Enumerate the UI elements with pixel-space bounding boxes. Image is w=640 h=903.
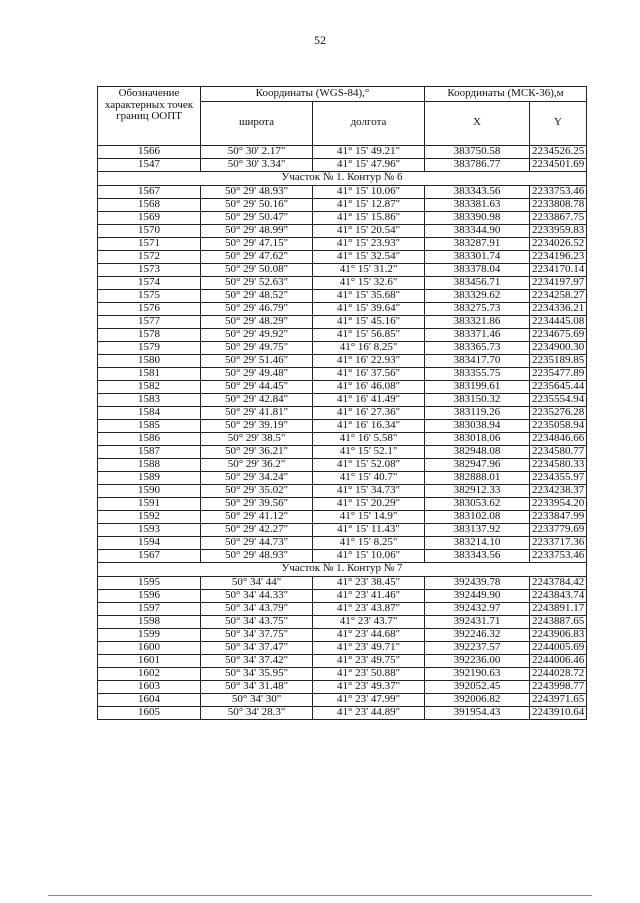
cell-y: 2235477.89 xyxy=(530,367,587,380)
cell-x: 391954.43 xyxy=(425,706,530,719)
cell-y: 2234196.23 xyxy=(530,250,587,263)
cell-longitude: 41° 15' 35.68" xyxy=(313,289,425,302)
table-row xyxy=(98,549,587,562)
cell-y: 2243843.74 xyxy=(530,589,587,602)
cell-longitude: 41° 23' 41.46" xyxy=(313,589,425,602)
cell-longitude: 41° 15' 45.16" xyxy=(313,315,425,328)
table-row xyxy=(98,263,587,276)
cell-latitude: 50° 34' 30" xyxy=(201,693,313,706)
page-number: 52 xyxy=(314,33,326,47)
cell-x: 383390.98 xyxy=(425,211,530,224)
cell-longitude: 41° 15' 10.06" xyxy=(313,549,425,562)
table-row xyxy=(98,302,587,315)
cell-point-id: 1584 xyxy=(98,406,201,419)
cell-point-id: 1605 xyxy=(98,706,201,719)
cell-point-id: 1586 xyxy=(98,432,201,445)
cell-x: 383329.62 xyxy=(425,289,530,302)
cell-latitude: 50° 29' 35.02" xyxy=(201,484,313,497)
cell-y: 2243887.65 xyxy=(530,615,587,628)
cell-x: 383456.71 xyxy=(425,276,530,289)
cell-point-id: 1575 xyxy=(98,289,201,302)
cell-latitude: 50° 29' 48.93" xyxy=(201,185,313,198)
cell-latitude: 50° 29' 36.2" xyxy=(201,458,313,471)
cell-y: 2243910.64 xyxy=(530,706,587,719)
cell-latitude: 50° 29' 47.62" xyxy=(201,250,313,263)
cell-point-id: 1587 xyxy=(98,445,201,458)
cell-longitude: 41° 16' 46.08" xyxy=(313,380,425,393)
cell-y: 2233847.99 xyxy=(530,510,587,523)
cell-latitude: 50° 30' 2.17" xyxy=(201,145,313,158)
section-title: Участок № 1. Контур № 7 xyxy=(98,562,587,576)
table-header xyxy=(98,87,587,146)
cell-y: 2244028.72 xyxy=(530,667,587,680)
cell-point-id: 1585 xyxy=(98,419,201,432)
cell-y: 2235058.94 xyxy=(530,419,587,432)
cell-y: 2234445.08 xyxy=(530,315,587,328)
cell-longitude: 41° 15' 56.85" xyxy=(313,328,425,341)
cell-x: 383214.10 xyxy=(425,536,530,549)
cell-x: 382947.96 xyxy=(425,458,530,471)
table-row xyxy=(98,693,587,706)
cell-point-id: 1590 xyxy=(98,484,201,497)
table-row xyxy=(98,654,587,667)
cell-latitude: 50° 34' 43.79" xyxy=(201,602,313,615)
table-row xyxy=(98,354,587,367)
cell-x: 383355.75 xyxy=(425,367,530,380)
cell-point-id: 1591 xyxy=(98,497,201,510)
cell-longitude: 41° 15' 47.96" xyxy=(313,158,425,171)
cell-y: 2233867.75 xyxy=(530,211,587,224)
cell-longitude: 41° 15' 52.08" xyxy=(313,458,425,471)
cell-x: 392052.45 xyxy=(425,680,530,693)
cell-point-id: 1567 xyxy=(98,185,201,198)
table-row xyxy=(98,211,587,224)
cell-latitude: 50° 29' 50.08" xyxy=(201,263,313,276)
cell-latitude: 50° 29' 48.29" xyxy=(201,315,313,328)
cell-x: 383343.56 xyxy=(425,549,530,562)
cell-point-id: 1573 xyxy=(98,263,201,276)
cell-y: 2234336.21 xyxy=(530,302,587,315)
cell-latitude: 50° 29' 44.73" xyxy=(201,536,313,549)
cell-point-id: 1604 xyxy=(98,693,201,706)
cell-x: 383371.46 xyxy=(425,328,530,341)
table-row xyxy=(98,419,587,432)
cell-latitude: 50° 34' 43.75" xyxy=(201,615,313,628)
cell-longitude: 41° 23' 43.87" xyxy=(313,602,425,615)
cell-longitude: 41° 23' 44.68" xyxy=(313,628,425,641)
table-row xyxy=(98,432,587,445)
cell-point-id: 1570 xyxy=(98,224,201,237)
cell-latitude: 50° 29' 49.92" xyxy=(201,328,313,341)
cell-x: 392449.90 xyxy=(425,589,530,602)
table-row xyxy=(98,380,587,393)
cell-y: 2233954.20 xyxy=(530,497,587,510)
cell-point-id: 1599 xyxy=(98,628,201,641)
cell-y: 2234501.69 xyxy=(530,158,587,171)
cell-longitude: 41° 23' 50.88" xyxy=(313,667,425,680)
cell-x: 392236.00 xyxy=(425,654,530,667)
header-wgs84: Координаты (WGS-84),° xyxy=(201,87,425,102)
cell-y: 2234526.25 xyxy=(530,145,587,158)
table-row xyxy=(98,602,587,615)
cell-latitude: 50° 29' 36.21" xyxy=(201,445,313,458)
table-row xyxy=(98,615,587,628)
cell-y: 2234846.66 xyxy=(530,432,587,445)
cell-longitude: 41° 15' 14.9" xyxy=(313,510,425,523)
cell-y: 2244005.69 xyxy=(530,641,587,654)
cell-longitude: 41° 15' 11.43" xyxy=(313,523,425,536)
section-row xyxy=(98,562,587,576)
cell-latitude: 50° 29' 47.15" xyxy=(201,237,313,250)
cell-y: 2234238.37 xyxy=(530,484,587,497)
cell-point-id: 1597 xyxy=(98,602,201,615)
cell-x: 383119.26 xyxy=(425,406,530,419)
cell-latitude: 50° 30' 3.34" xyxy=(201,158,313,171)
table-row xyxy=(98,224,587,237)
header-x: X xyxy=(425,101,530,145)
cell-point-id: 1578 xyxy=(98,328,201,341)
cell-y: 2233753.46 xyxy=(530,549,587,562)
cell-x: 383365.73 xyxy=(425,341,530,354)
cell-y: 2233808.78 xyxy=(530,198,587,211)
cell-point-id: 1596 xyxy=(98,589,201,602)
cell-y: 2234355.97 xyxy=(530,471,587,484)
cell-latitude: 50° 29' 41.81" xyxy=(201,406,313,419)
cell-y: 2243906.83 xyxy=(530,628,587,641)
cell-longitude: 41° 15' 31.2" xyxy=(313,263,425,276)
cell-longitude: 41° 15' 23.93" xyxy=(313,237,425,250)
table-row xyxy=(98,341,587,354)
table-row xyxy=(98,576,587,589)
cell-longitude: 41° 23' 43.7" xyxy=(313,615,425,628)
cell-y: 2244006.46 xyxy=(530,654,587,667)
cell-point-id: 1580 xyxy=(98,354,201,367)
cell-latitude: 50° 29' 49.48" xyxy=(201,367,313,380)
coordinates-table xyxy=(97,86,587,720)
table-row xyxy=(98,589,587,602)
cell-x: 383287.91 xyxy=(425,237,530,250)
cell-x: 392432.97 xyxy=(425,602,530,615)
cell-y: 2234580.33 xyxy=(530,458,587,471)
cell-longitude: 41° 23' 47.99" xyxy=(313,693,425,706)
header-latitude: широта xyxy=(201,101,313,145)
cell-point-id: 1571 xyxy=(98,237,201,250)
cell-x: 382948.08 xyxy=(425,445,530,458)
cell-latitude: 50° 34' 31.48" xyxy=(201,680,313,693)
cell-point-id: 1582 xyxy=(98,380,201,393)
cell-x: 383150.32 xyxy=(425,393,530,406)
table-row xyxy=(98,706,587,719)
table-row xyxy=(98,276,587,289)
table-row xyxy=(98,198,587,211)
cell-y: 2243998.77 xyxy=(530,680,587,693)
cell-point-id: 1547 xyxy=(98,158,201,171)
cell-y: 2234258.27 xyxy=(530,289,587,302)
cell-x: 383343.56 xyxy=(425,185,530,198)
cell-point-id: 1594 xyxy=(98,536,201,549)
cell-latitude: 50° 34' 35.95" xyxy=(201,667,313,680)
table-row xyxy=(98,628,587,641)
cell-longitude: 41° 15' 40.7" xyxy=(313,471,425,484)
cell-longitude: 41° 23' 49.71" xyxy=(313,641,425,654)
cell-longitude: 41° 15' 32.54" xyxy=(313,250,425,263)
cell-x: 383344.90 xyxy=(425,224,530,237)
cell-x: 382912.33 xyxy=(425,484,530,497)
cell-latitude: 50° 29' 48.93" xyxy=(201,549,313,562)
cell-point-id: 1589 xyxy=(98,471,201,484)
cell-x: 383102.08 xyxy=(425,510,530,523)
cell-y: 2233753.46 xyxy=(530,185,587,198)
cell-point-id: 1576 xyxy=(98,302,201,315)
cell-x: 383750.58 xyxy=(425,145,530,158)
cell-longitude: 41° 23' 44.89" xyxy=(313,706,425,719)
cell-point-id: 1577 xyxy=(98,315,201,328)
cell-y: 2243971.65 xyxy=(530,693,587,706)
cell-point-id: 1572 xyxy=(98,250,201,263)
table-row xyxy=(98,458,587,471)
cell-x: 383378.04 xyxy=(425,263,530,276)
table-row xyxy=(98,185,587,198)
table-row xyxy=(98,250,587,263)
cell-latitude: 50° 29' 44.45" xyxy=(201,380,313,393)
cell-y: 2234900.30 xyxy=(530,341,587,354)
cell-x: 392246.32 xyxy=(425,628,530,641)
table-row xyxy=(98,497,587,510)
table-body xyxy=(98,145,587,719)
cell-point-id: 1601 xyxy=(98,654,201,667)
table-row xyxy=(98,158,587,171)
cell-y: 2233959.83 xyxy=(530,224,587,237)
cell-latitude: 50° 34' 37.47" xyxy=(201,641,313,654)
cell-y: 2235276.28 xyxy=(530,406,587,419)
cell-latitude: 50° 29' 50.47" xyxy=(201,211,313,224)
cell-point-id: 1592 xyxy=(98,510,201,523)
section-row xyxy=(98,171,587,185)
cell-point-id: 1574 xyxy=(98,276,201,289)
cell-longitude: 41° 15' 32.6" xyxy=(313,276,425,289)
table-row xyxy=(98,315,587,328)
table-row xyxy=(98,510,587,523)
table-row xyxy=(98,445,587,458)
cell-y: 2235645.44 xyxy=(530,380,587,393)
cell-latitude: 50° 34' 28.3" xyxy=(201,706,313,719)
cell-longitude: 41° 15' 12.87" xyxy=(313,198,425,211)
table-row xyxy=(98,484,587,497)
cell-x: 392006.82 xyxy=(425,693,530,706)
header-point-designation: Обозначение характерных точек границ ООПТ xyxy=(98,87,201,146)
cell-longitude: 41° 16' 41.49" xyxy=(313,393,425,406)
cell-x: 383018.06 xyxy=(425,432,530,445)
cell-longitude: 41° 16' 8.25" xyxy=(313,341,425,354)
cell-y: 2243891.17 xyxy=(530,602,587,615)
cell-longitude: 41° 23' 49.37" xyxy=(313,680,425,693)
table-row xyxy=(98,289,587,302)
cell-latitude: 50° 29' 50.16" xyxy=(201,198,313,211)
cell-latitude: 50° 29' 42.27" xyxy=(201,523,313,536)
cell-y: 2235554.94 xyxy=(530,393,587,406)
cell-x: 383786.77 xyxy=(425,158,530,171)
cell-y: 2234026.52 xyxy=(530,237,587,250)
cell-point-id: 1569 xyxy=(98,211,201,224)
cell-latitude: 50° 29' 34.24" xyxy=(201,471,313,484)
cell-point-id: 1583 xyxy=(98,393,201,406)
cell-longitude: 41° 15' 34.73" xyxy=(313,484,425,497)
cell-longitude: 41° 15' 52.1" xyxy=(313,445,425,458)
cell-point-id: 1568 xyxy=(98,198,201,211)
cell-point-id: 1595 xyxy=(98,576,201,589)
table-row xyxy=(98,393,587,406)
cell-longitude: 41° 23' 38.45" xyxy=(313,576,425,589)
cell-point-id: 1581 xyxy=(98,367,201,380)
cell-longitude: 41° 15' 39.64" xyxy=(313,302,425,315)
cell-x: 392439.78 xyxy=(425,576,530,589)
cell-x: 383417.70 xyxy=(425,354,530,367)
cell-latitude: 50° 29' 39.19" xyxy=(201,419,313,432)
cell-latitude: 50° 29' 48.52" xyxy=(201,289,313,302)
cell-latitude: 50° 34' 44" xyxy=(201,576,313,589)
cell-longitude: 41° 15' 8.25" xyxy=(313,536,425,549)
header-y: Y xyxy=(530,101,587,145)
cell-point-id: 1600 xyxy=(98,641,201,654)
cell-x: 392431.71 xyxy=(425,615,530,628)
cell-y: 2233717.36 xyxy=(530,536,587,549)
cell-x: 383321.86 xyxy=(425,315,530,328)
cell-x: 392190.63 xyxy=(425,667,530,680)
cell-x: 383053.62 xyxy=(425,497,530,510)
cell-y: 2233779.69 xyxy=(530,523,587,536)
table-row xyxy=(98,406,587,419)
table-row xyxy=(98,367,587,380)
cell-point-id: 1602 xyxy=(98,667,201,680)
cell-point-id: 1593 xyxy=(98,523,201,536)
cell-x: 383038.94 xyxy=(425,419,530,432)
table-row xyxy=(98,641,587,654)
cell-y: 2234675.69 xyxy=(530,328,587,341)
cell-latitude: 50° 29' 39.56" xyxy=(201,497,313,510)
cell-point-id: 1579 xyxy=(98,341,201,354)
table-row xyxy=(98,145,587,158)
cell-latitude: 50° 34' 37.75" xyxy=(201,628,313,641)
header-longitude: долгота xyxy=(313,101,425,145)
cell-x: 383381.63 xyxy=(425,198,530,211)
cell-y: 2235189.85 xyxy=(530,354,587,367)
cell-y: 2234170.14 xyxy=(530,263,587,276)
cell-point-id: 1566 xyxy=(98,145,201,158)
cell-longitude: 41° 16' 16.34" xyxy=(313,419,425,432)
cell-longitude: 41° 16' 22.93" xyxy=(313,354,425,367)
cell-longitude: 41° 15' 10.06" xyxy=(313,185,425,198)
cell-longitude: 41° 23' 49.75" xyxy=(313,654,425,667)
section-title: Участок № 1. Контур № 6 xyxy=(98,171,587,185)
table-row xyxy=(98,536,587,549)
cell-latitude: 50° 34' 37.42" xyxy=(201,654,313,667)
cell-longitude: 41° 16' 5.58" xyxy=(313,432,425,445)
table-row xyxy=(98,523,587,536)
cell-latitude: 50° 29' 49.75" xyxy=(201,341,313,354)
table-row xyxy=(98,667,587,680)
cell-point-id: 1588 xyxy=(98,458,201,471)
cell-y: 2243784.42 xyxy=(530,576,587,589)
cell-latitude: 50° 29' 52.63" xyxy=(201,276,313,289)
cell-point-id: 1598 xyxy=(98,615,201,628)
cell-longitude: 41° 16' 37.56" xyxy=(313,367,425,380)
cell-longitude: 41° 16' 27.36" xyxy=(313,406,425,419)
cell-longitude: 41° 15' 15.86" xyxy=(313,211,425,224)
cell-longitude: 41° 15' 20.29" xyxy=(313,497,425,510)
table-row xyxy=(98,237,587,250)
cell-x: 383301.74 xyxy=(425,250,530,263)
cell-x: 383199.61 xyxy=(425,380,530,393)
cell-y: 2234197.97 xyxy=(530,276,587,289)
table-row xyxy=(98,328,587,341)
cell-x: 383137.92 xyxy=(425,523,530,536)
page-bottom-rule xyxy=(48,895,592,896)
cell-latitude: 50° 29' 41.12" xyxy=(201,510,313,523)
header-msk36: Координаты (МСК-36),м xyxy=(425,87,587,102)
cell-longitude: 41° 15' 49.21" xyxy=(313,145,425,158)
cell-x: 382888.01 xyxy=(425,471,530,484)
cell-latitude: 50° 29' 38.5" xyxy=(201,432,313,445)
cell-x: 383275.73 xyxy=(425,302,530,315)
cell-latitude: 50° 34' 44.33" xyxy=(201,589,313,602)
cell-x: 392237.57 xyxy=(425,641,530,654)
cell-latitude: 50° 29' 42.84" xyxy=(201,393,313,406)
table-row xyxy=(98,680,587,693)
cell-longitude: 41° 15' 20.54" xyxy=(313,224,425,237)
table-row xyxy=(98,471,587,484)
cell-latitude: 50° 29' 51.46" xyxy=(201,354,313,367)
cell-y: 2234580.77 xyxy=(530,445,587,458)
cell-latitude: 50° 29' 46.79" xyxy=(201,302,313,315)
cell-point-id: 1603 xyxy=(98,680,201,693)
cell-latitude: 50° 29' 48.99" xyxy=(201,224,313,237)
cell-point-id: 1567 xyxy=(98,549,201,562)
